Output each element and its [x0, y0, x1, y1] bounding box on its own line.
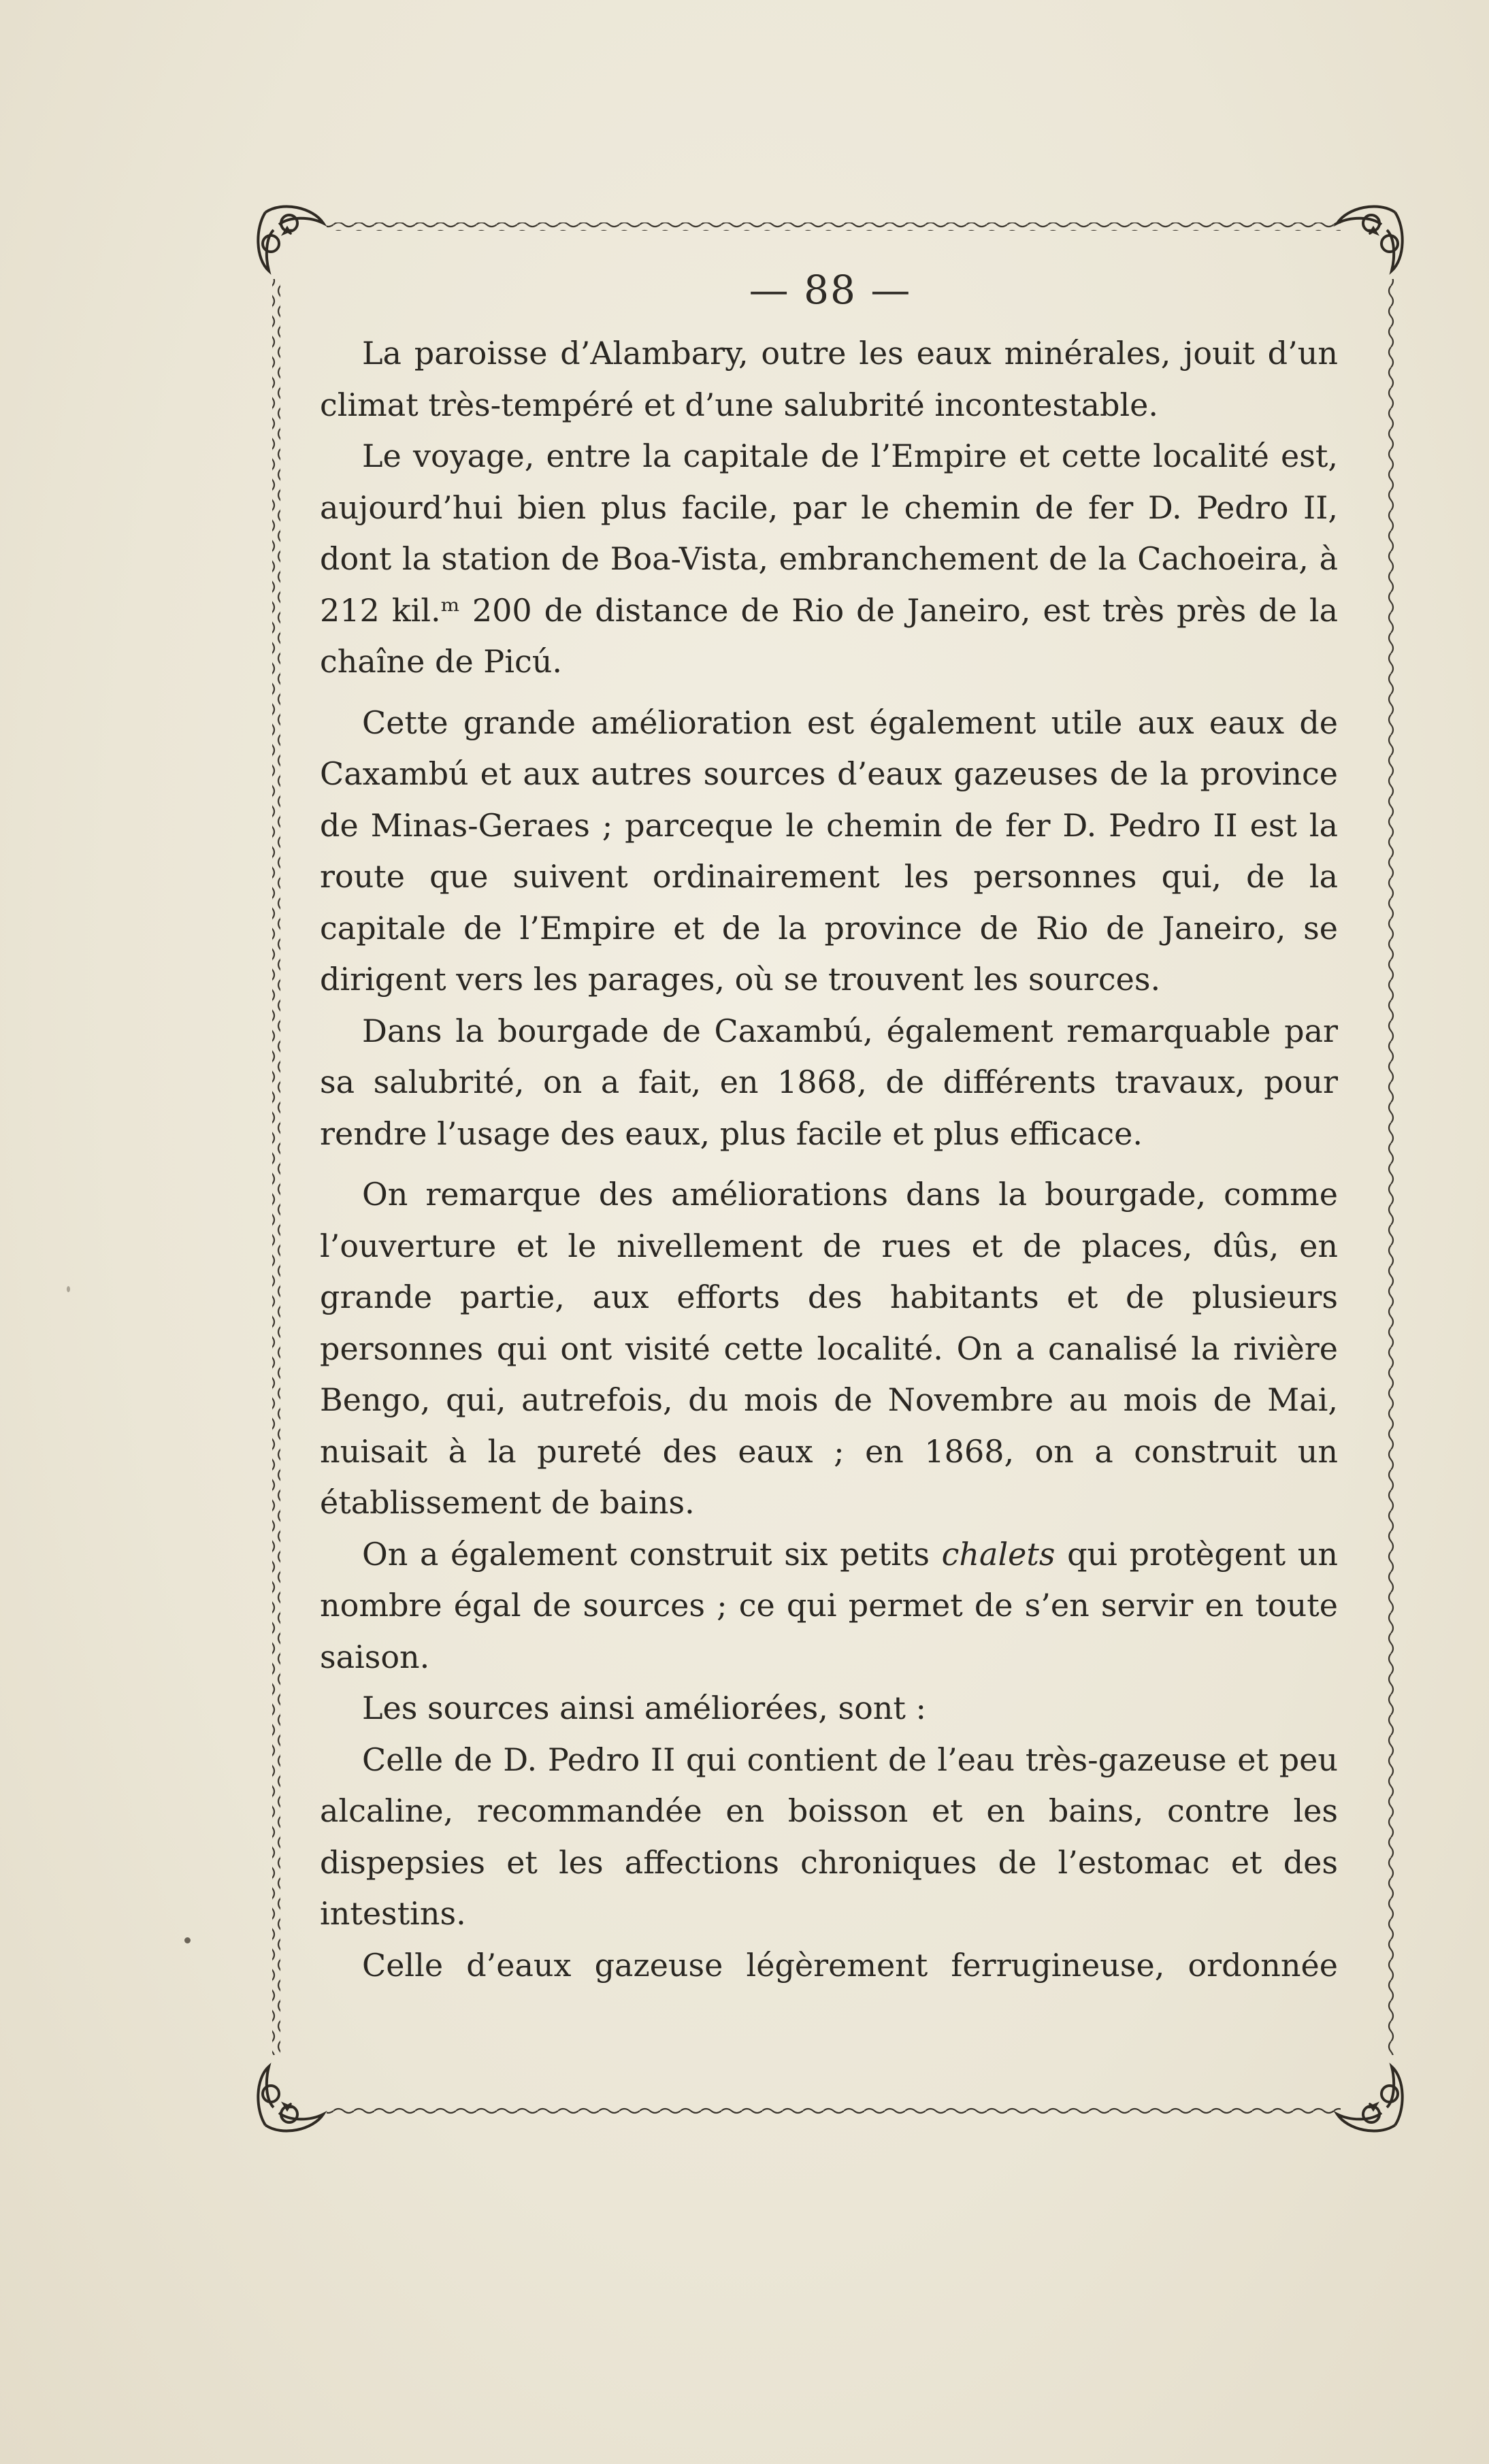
body-text	[320, 328, 1338, 1991]
paragraph: La paroisse d’Alambary, outre les eaux minérales, jouit d’un climat très-tempéré et d’une salubrité incontestable.	[320, 335, 1338, 423]
corner-ornament-top-right	[1337, 206, 1403, 271]
paragraph-text: qui protègent un nombre égal de sources ; ce qui permet de s’en servir en toute saison.	[320, 1535, 1338, 1675]
ink-speck	[67, 1286, 70, 1292]
paragraph: On remarque des améliorations dans la bourgade, comme l’ouverture et le nivellement de rues et de places, dûs, en grande partie, aux efforts des habitants et de plusieurs personnes qui ont visité cette localité. On a canalisé la rivière Bengo, qui, autrefois, du mois de Novembre au mois de Mai, nuisait à la pureté des eaux ; en 1868, on a construit un établissement de bains.	[320, 1176, 1338, 1521]
paragraph	[320, 1529, 1338, 1683]
corner-ornament-bottom-right	[1337, 2067, 1403, 2131]
paragraph: Celle d’eaux gazeuse légèrement ferrugineuse, ordonnée	[362, 1946, 1338, 1984]
corner-ornament-bottom-left	[258, 2067, 323, 2131]
paragraph: Cette grande amélioration est également utile aux eaux de Caxambú et aux autres sources d’eaux gazeuses de la province de Minas-Geraes ; parceque le chemin de fer D. Pedro II est la route que suivent ordinairement les personnes qui, de la capitale de l’Empire et de la province de Rio de Janeiro, se dirigent vers les parages, où se trouvent les sources.	[320, 704, 1338, 998]
italic-word: chalets	[941, 1535, 1056, 1573]
paragraph: Celle de D. Pedro II qui contient de l’eau très-gazeuse et peu alcaline, recommandée en boisson et en bains, contre les dispepsies et les affections chroniques de l’estomac et des intestins.	[320, 1741, 1338, 1932]
paragraph-text: On a également construit six petits	[362, 1535, 942, 1573]
paragraph: Le voyage, entre la capitale de l’Empire et cette localité est, aujourd’hui bien plus facile, par le chemin de fer D. Pedro II, dont la station de Boa-Vista, embranchement de la Cachoeira, à 212 kil.ᵐ 200 de distance de Rio de Janeiro, est très près de la chaîne de Picú.	[320, 438, 1338, 680]
ink-speck	[184, 1937, 191, 1943]
page-number: — 88 —	[749, 267, 912, 313]
corner-ornament-top-left	[258, 206, 323, 271]
ornamental-frame	[252, 204, 1409, 2133]
paragraph: Dans la bourgade de Caxambú, également remarquable par sa salubrité, on a fait, en 1868, de différents travaux, pour rendre l’usage des eaux, plus facile et plus efficace.	[320, 1012, 1338, 1152]
paragraph: Les sources ainsi améliorées, sont :	[362, 1690, 927, 1726]
